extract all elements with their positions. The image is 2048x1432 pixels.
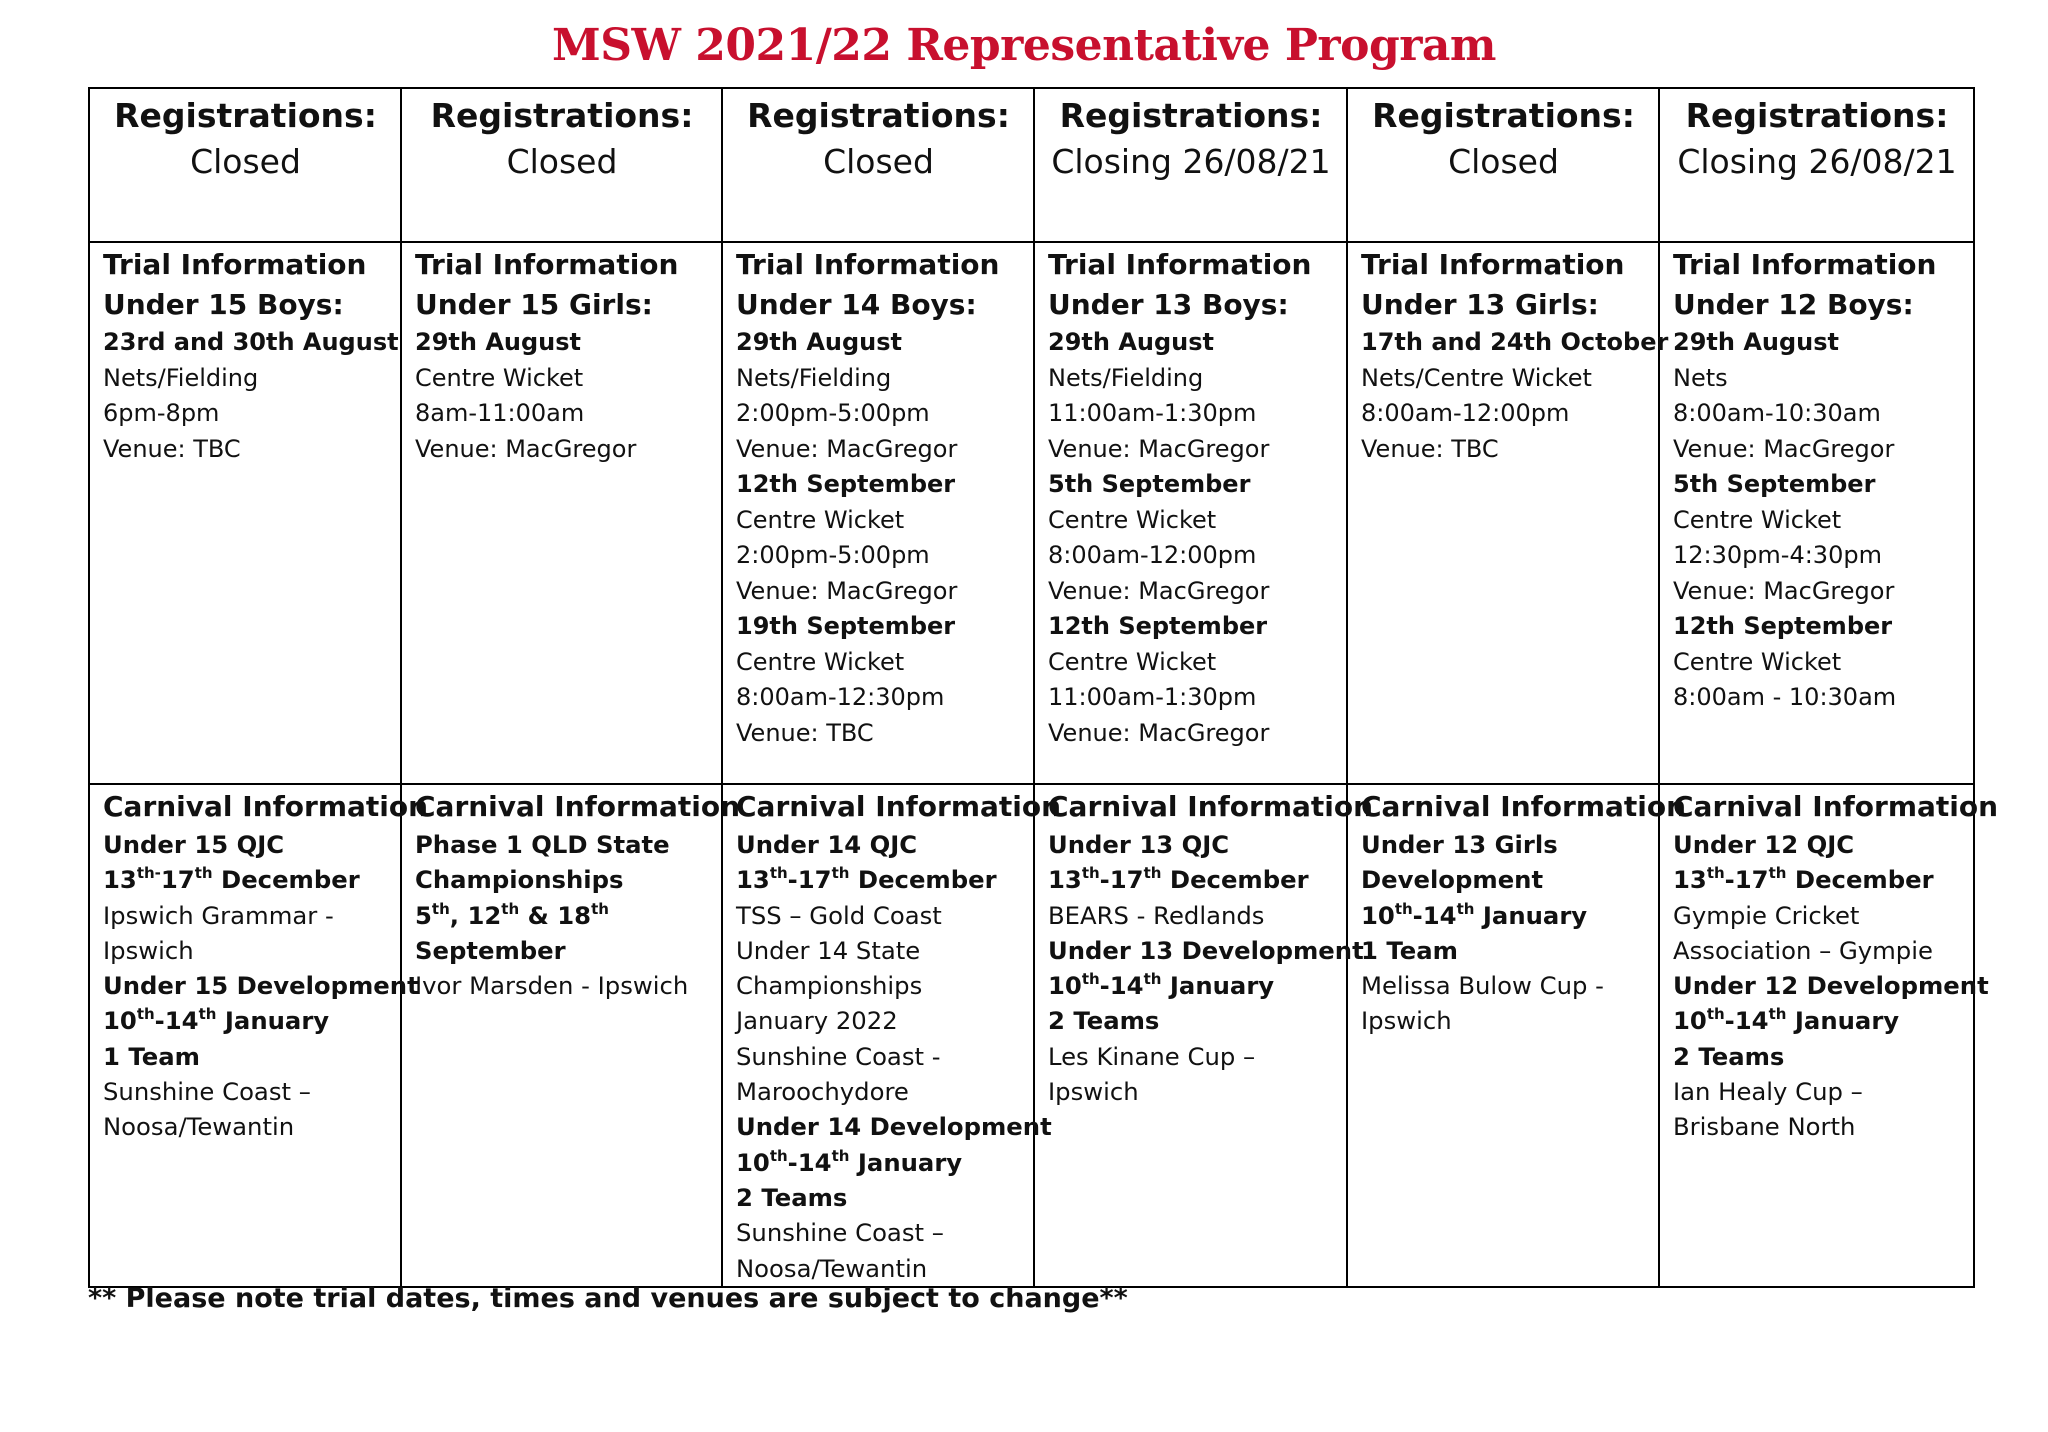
carnival-detail: TSS – Gold Coast (736, 900, 942, 930)
carnival-information-row (89, 784, 1974, 1287)
trial-cell (401, 242, 722, 784)
carnival-event: Under 12 QJC (1673, 830, 1855, 859)
registration-status: Closed (506, 142, 618, 181)
carnival-event: Under 12 Development (1673, 971, 1989, 1001)
carnival-event: Under 13 Development (1048, 935, 1364, 965)
carnival-detail: Ipswich (1048, 1077, 1139, 1107)
carnival-event: 10th-14th January (103, 1005, 330, 1036)
trial-date: 17th and 24th October (1361, 328, 1669, 356)
trial-detail: Nets (1673, 363, 1728, 392)
trial-detail: 11:00am-1:30pm (1048, 399, 1257, 427)
registration-label: Registrations: (747, 96, 1010, 135)
trial-detail: Venue: MacGregor (1048, 434, 1270, 463)
trial-detail: 2:00pm-5:00pm (736, 399, 930, 427)
trial-detail: Centre Wicket (415, 363, 584, 392)
carnival-detail: Les Kinane Cup – (1048, 1041, 1256, 1071)
trial-cell (1659, 242, 1974, 784)
trial-detail: Venue: MacGregor (736, 434, 958, 463)
trial-detail: Centre Wicket (1048, 505, 1217, 534)
trial-date: 23rd and 30th August (103, 328, 399, 356)
trial-date: 12th September (1048, 612, 1268, 640)
registration-cell (1659, 88, 1974, 242)
carnival-event: $13^{th-}17th$ December (103, 864, 360, 895)
carnival-detail: Championships (736, 971, 923, 1001)
carnival-detail: Ian Healy Cup – (1673, 1077, 1863, 1107)
footnote: ** Please note trial dates, times and venues are subject to change** (88, 1283, 1128, 1314)
carnival-detail: BEARS - Redlands (1048, 900, 1265, 930)
registration-cell (1034, 88, 1347, 242)
trial-heading: Trial Information (1673, 248, 1937, 281)
registration-status: Closing 26/08/21 (1051, 142, 1331, 181)
trial-cell (89, 242, 401, 784)
carnival-event: 1 Team (1361, 935, 1458, 965)
registration-label: Registrations: (1685, 96, 1949, 135)
trial-date: 5th September (1673, 470, 1876, 498)
trial-detail: Centre Wicket (1048, 647, 1217, 676)
trial-cell (722, 242, 1034, 784)
trial-cell (1034, 242, 1347, 784)
carnival-cell (722, 784, 1062, 1287)
registration-status: Closed (823, 142, 934, 181)
trial-detail: Centre Wicket (736, 647, 905, 676)
carnival-detail: Under 14 State (736, 935, 921, 965)
registration-cell (1347, 88, 1659, 242)
trial-detail: Nets/Fielding (103, 363, 259, 392)
trial-group: Under 14 Boys: (736, 288, 977, 321)
carnival-cell (1659, 784, 1999, 1287)
trial-date: 5th September (1048, 470, 1251, 498)
trial-detail: 8:00am - 10:30am (1673, 683, 1897, 711)
trial-group: Under 13 Girls: (1361, 288, 1599, 321)
trial-detail: Venue: MacGregor (1048, 718, 1270, 747)
trial-detail: 2:00pm-5:00pm (736, 541, 930, 569)
trial-detail: Nets/Fielding (1048, 363, 1204, 392)
trial-detail: 8:00am-12:00pm (1048, 541, 1257, 569)
trial-detail: Centre Wicket (1673, 647, 1842, 676)
carnival-heading: Carnival Information (103, 790, 429, 823)
carnival-detail: Gympie Cricket (1673, 900, 1860, 930)
trial-group: Under 13 Boys: (1048, 288, 1289, 321)
registration-label: Registrations: (1059, 96, 1323, 135)
carnival-detail: Ivor Marsden - Ipswich (415, 971, 689, 1001)
carnival-event: Championships (415, 865, 624, 895)
carnival-cell (1347, 784, 1687, 1287)
trial-information-row (89, 242, 1974, 784)
trial-detail: 8:00am-12:30pm (736, 683, 945, 711)
carnival-event: Development (1361, 865, 1544, 895)
trial-heading: Trial Information (1361, 248, 1625, 281)
trial-detail: Venue: TBC (103, 434, 241, 463)
registration-label: Registrations: (430, 96, 694, 135)
trial-detail: 12:30pm-4:30pm (1673, 541, 1882, 569)
trial-date: 12th September (736, 470, 956, 498)
trial-detail: Nets/Centre Wicket (1361, 363, 1592, 392)
carnival-detail: Ipswich Grammar - (103, 900, 334, 930)
carnival-event: Under 14 QJC (736, 830, 918, 859)
carnival-event: 13th-17th December (736, 864, 997, 895)
carnival-event: 10th-14th January (1048, 970, 1275, 1001)
trial-heading: Trial Information (1048, 248, 1312, 281)
carnival-event: 2 Teams (736, 1182, 848, 1212)
carnival-detail: Maroochydore (736, 1077, 909, 1107)
carnival-detail: Noosa/Tewantin (103, 1112, 295, 1142)
trial-detail: Venue: MacGregor (1673, 576, 1895, 605)
trial-group: Under 15 Girls: (415, 288, 653, 321)
carnival-heading: Carnival Information (1361, 790, 1687, 823)
carnival-event: 5th, 12th & 18th (415, 899, 609, 930)
carnival-detail: Sunshine Coast – (736, 1218, 944, 1248)
trial-group: Under 15 Boys: (103, 288, 344, 321)
carnival-cell (89, 784, 429, 1287)
carnival-detail: Melissa Bulow Cup - (1361, 971, 1604, 1001)
trial-detail: Centre Wicket (1673, 505, 1842, 534)
trial-detail: 11:00am-1:30pm (1048, 683, 1257, 711)
registration-cell (722, 88, 1034, 242)
carnival-event: Under 15 Development (103, 971, 419, 1001)
carnival-detail: Ipswich (103, 935, 194, 965)
trial-detail: 6pm-8pm (103, 399, 220, 427)
carnival-detail: Sunshine Coast – (103, 1077, 311, 1107)
carnival-event: Under 13 Girls (1361, 830, 1558, 859)
carnival-detail: Ipswich (1361, 1006, 1452, 1036)
trial-date: 29th August (736, 328, 902, 356)
trial-detail: Venue: MacGregor (415, 434, 637, 463)
trial-date: 29th August (1673, 328, 1839, 356)
carnival-event: 2 Teams (1673, 1041, 1785, 1071)
carnival-detail: January 2022 (736, 1006, 898, 1036)
carnival-event: September (415, 935, 566, 965)
registration-status: Closing 26/08/21 (1677, 142, 1957, 181)
trial-detail: Nets/Fielding (736, 363, 892, 392)
carnival-detail: Noosa/Tewantin (736, 1253, 928, 1283)
registrations-row (89, 88, 1974, 242)
trial-group: Under 12 Boys: (1673, 288, 1914, 321)
carnival-event: 10th-14th January (736, 1146, 963, 1177)
carnival-event: Under 13 QJC (1048, 830, 1230, 859)
trial-detail: Venue: TBC (736, 718, 874, 747)
trial-heading: Trial Information (736, 248, 1000, 281)
carnival-event: 10th-14th January (1673, 1005, 1900, 1036)
carnival-heading: Carnival Information (1673, 790, 1999, 823)
trial-detail: Venue: MacGregor (736, 576, 958, 605)
trial-date: 29th August (415, 328, 581, 356)
trial-detail: Centre Wicket (736, 505, 905, 534)
registration-status: Closed (190, 142, 301, 181)
carnival-event: 13th-17th December (1048, 864, 1309, 895)
carnival-event: Under 15 QJC (103, 830, 285, 859)
trial-heading: Trial Information (415, 248, 679, 281)
carnival-detail: Sunshine Coast - (736, 1041, 941, 1071)
trial-cell (1347, 242, 1669, 784)
registration-cell (401, 88, 722, 242)
carnival-cell (401, 784, 741, 1287)
carnival-event: Phase 1 QLD State (415, 830, 670, 859)
trial-date: 29th August (1048, 328, 1214, 356)
carnival-detail: Association – Gympie (1673, 935, 1933, 965)
carnival-detail: Brisbane North (1673, 1112, 1856, 1142)
trial-heading: Trial Information (103, 248, 367, 281)
registration-label: Registrations: (114, 96, 377, 135)
carnival-cell (1034, 784, 1374, 1287)
carnival-event: 10th-14th January (1361, 899, 1588, 930)
carnival-heading: Carnival Information (1048, 790, 1374, 823)
carnival-event: Under 14 Development (736, 1112, 1052, 1142)
trial-detail: 8:00am-10:30am (1673, 399, 1881, 427)
carnival-event: 1 Team (103, 1041, 200, 1071)
page-title: MSW 2021/22 Representative Program (552, 20, 1496, 71)
trial-detail: 8:00am-12:00pm (1361, 399, 1570, 427)
carnival-heading: Carnival Information (415, 790, 741, 823)
registration-label: Registrations: (1372, 96, 1635, 135)
trial-date: 19th September (736, 612, 956, 640)
carnival-event: 2 Teams (1048, 1006, 1160, 1036)
trial-detail: 8am-11:00am (415, 399, 585, 427)
carnival-event: 13th-17th December (1673, 864, 1934, 895)
trial-date: 12th September (1673, 612, 1893, 640)
program-table (88, 87, 1999, 1288)
registration-status: Closed (1448, 142, 1559, 181)
trial-detail: Venue: MacGregor (1048, 576, 1270, 605)
trial-detail: Venue: TBC (1361, 434, 1499, 463)
trial-detail: Venue: MacGregor (1673, 434, 1895, 463)
carnival-heading: Carnival Information (736, 790, 1062, 823)
registration-cell (89, 88, 401, 242)
